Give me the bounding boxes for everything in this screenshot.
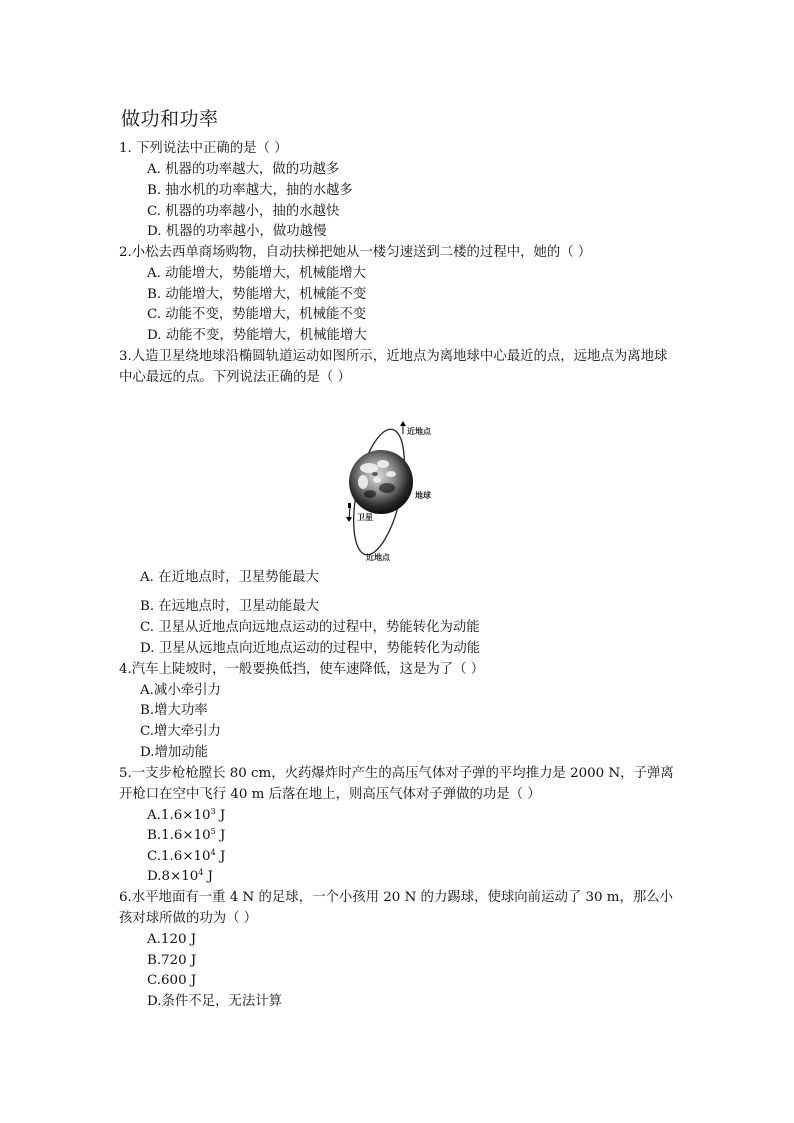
question-6-option-d: D.条件不足，无法计算 [147, 994, 283, 1009]
question-5-option-c: $C.1.6\times 10^4$ J [147, 848, 226, 864]
arrow-up-icon [400, 421, 406, 426]
question-4-option-b: B.增大功率 [140, 703, 208, 718]
question-2-option-b: B. 动能增大，势能增大，机械能不变 [147, 287, 367, 302]
question-3-option-d: D. 卫星从远地点向近地点运动的过程中，势能转化为动能 [140, 641, 481, 656]
label-satellite: 卫星 [357, 513, 373, 522]
satellite-icon [348, 503, 351, 508]
question-5-option-b: $B.1.6\times 10^5$ J [147, 827, 226, 843]
label-top-point: 近地点 [407, 427, 431, 436]
question-4-option-a: A.减小牵引力 [140, 683, 221, 698]
question-2-stem: 2.小松去西单商场购物，自动扶梯把她从一楼匀速送到二楼的过程中，她的（ ） [119, 245, 592, 260]
satellite-orbit-figure [335, 418, 460, 563]
question-1-option-b: B. 抽水机的功率越大，抽的水越多 [147, 183, 353, 198]
question-3-stem: 3.人造卫星绕地球沿椭圆轨道运动如图所示，近地点为离地球中心最近的点，远地点为离地球中心最远的点。下列说法正确的是（ ） [119, 349, 668, 385]
question-4-stem: 4.汽车上陡坡时，一般要换低挡，使车速降低，这是为了（ ） [119, 662, 485, 677]
question-4-option-c: C.增大牵引力 [140, 724, 221, 739]
question-2-option-c: C. 动能不变，势能增大，机械能不变 [147, 307, 367, 322]
question-5-option-a: $A.1.6\times 10^3$ J [147, 807, 226, 823]
question-3-option-b: B. 在远地点时，卫星动能最大 [140, 599, 320, 614]
question-3-option-a: A. 在近地点时，卫星势能最大 [140, 570, 319, 585]
question-4-option-d: D.增加动能 [140, 745, 209, 760]
question-6-option-b: B.720 J [147, 953, 197, 968]
question-6-option-a: A.120 J [147, 932, 197, 947]
page-title: 做功和功率 [121, 108, 219, 130]
label-earth: 地球 [415, 491, 431, 500]
question-3-option-c: C. 卫星从近地点向远地点运动的过程中，势能转化为动能 [140, 620, 480, 635]
question-2-option-d: D. 动能不变，势能增大，机械能增大 [147, 328, 367, 343]
question-6-stem: 6.水平地面有一重 4 N 的足球，一个小孩用 20 N 的力踢球，使球向前运动了 30 m，那么小孩对球所做的功为（ ） [119, 890, 674, 926]
orbit-diagram [335, 418, 460, 563]
question-2-option-a: A. 动能增大，势能增大，机械能增大 [147, 266, 367, 281]
question-5-stem: 5.一支步枪枪膛长 80 cm，火药爆炸时产生的高压气体对子弹的平均推力是 2000 N，子弹离开枪口在空中飞行 40 m 后落在地上，则高压气体对子弹做的功是（ ） [119, 766, 674, 802]
arrow-down-icon [346, 517, 352, 522]
question-5-option-d: $D.8\times 10^4$ J [147, 868, 214, 884]
question-1-stem: 1. 下列说法中正确的是（ ） [119, 141, 288, 156]
question-1-option-c: C. 机器的功率越小，抽的水越快 [147, 204, 340, 219]
question-6-option-c: C.600 J [147, 973, 197, 988]
question-1-option-a: A. 机器的功率越大，做的功越多 [147, 162, 340, 177]
label-bottom-point: 近地点 [366, 553, 390, 562]
question-1-option-d: D. 机器的功率越小，做功越慢 [147, 224, 327, 239]
